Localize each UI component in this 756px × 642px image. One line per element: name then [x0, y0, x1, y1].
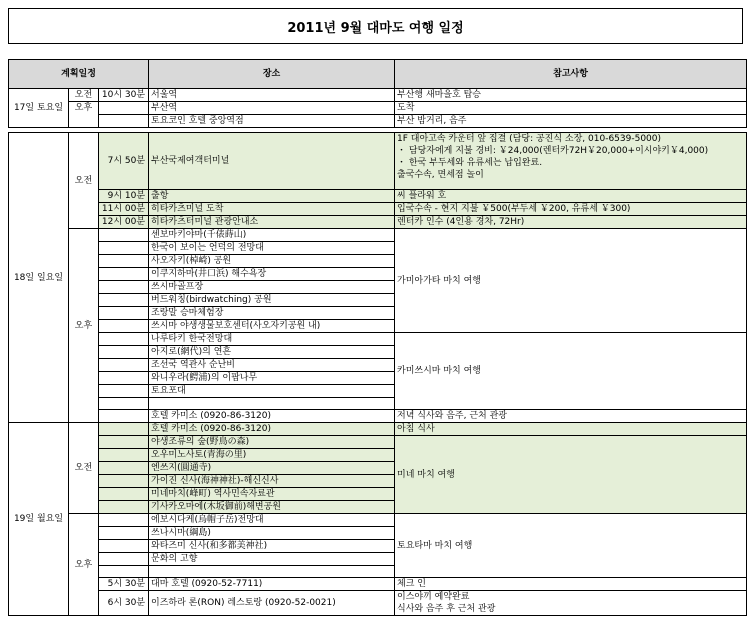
half-day-label: 오전	[69, 423, 99, 514]
place-cell: 야생조류의 숲(野鳥の森)	[149, 436, 395, 449]
place-cell: 호텔 카미소 (0920-86-3120)	[149, 423, 395, 436]
table-row	[9, 410, 747, 423]
note-line: ・ 한국 부두세와 유류세는 납입완료.	[397, 158, 543, 168]
place-cell: 히타카츠미널 도착	[149, 203, 395, 216]
time-cell: 9시 10분	[99, 190, 149, 203]
table-row	[9, 436, 747, 449]
table-row	[9, 578, 747, 591]
note-cell: 입국수속 - 현지 지불 ￥500(부두세 ￥200, 유류세 ￥300)	[395, 203, 747, 216]
place-cell: 가이진 신사(海神神社)-해신신사	[149, 475, 395, 488]
place-cell	[149, 398, 395, 410]
header-plan: 계획일정	[9, 60, 149, 89]
time-cell: 5시 30분	[99, 578, 149, 591]
place-cell: 쓰시마 야생생물보호센터(사오자키공원 내)	[149, 320, 395, 333]
note-cell: 카미쓰시마 마치 여행	[395, 333, 747, 410]
time-cell: 12시 00분	[99, 216, 149, 229]
day-label: 17일 토요일	[9, 89, 69, 128]
time-cell: 11시 00분	[99, 203, 149, 216]
table-row	[9, 423, 747, 436]
table-header	[9, 60, 747, 89]
time-cell: 10시 30분	[99, 89, 149, 102]
half-day-label: 오전	[69, 133, 99, 229]
note-cell: 저녁 식사와 음주, 근처 관광	[395, 410, 747, 423]
table-row	[9, 115, 747, 128]
place-cell: 부산국제여객터미널	[149, 133, 395, 190]
place-cell: 토요코인 호텔 중앙역점	[149, 115, 395, 128]
table-row	[9, 514, 747, 527]
itinerary-table	[8, 59, 747, 616]
time-cell: 6시 30분	[99, 591, 149, 616]
time-cell	[99, 410, 149, 423]
place-cell: 와타즈미 신사(和多都美神社)	[149, 540, 395, 553]
place-cell: 이쿠지하마(井口浜) 해수욕장	[149, 268, 395, 281]
place-cell: 쓰시마골프장	[149, 281, 395, 294]
place-cell: 히타카츠터미널 관광안내소	[149, 216, 395, 229]
table-row	[9, 190, 747, 203]
half-day-label: 오후	[69, 514, 99, 616]
day-label: 19일 월요일	[9, 423, 69, 616]
note-cell: 렌터카 인수 (4인용 경차, 72Hr)	[395, 216, 747, 229]
place-cell: 에보시다케(烏帽子岳)전망대	[149, 514, 395, 527]
note-cell: 가미아가타 마치 여행	[395, 229, 747, 333]
table-row	[9, 203, 747, 216]
header-place: 장소	[149, 60, 395, 89]
note-line: ・ 담당자에게 지불 경비: ￥24,000(렌터카72H￥20,000+이시야키￥4,000)	[397, 146, 709, 156]
place-cell: 문화의 고향	[149, 553, 395, 566]
place-cell: 부산역	[149, 102, 395, 115]
place-cell: 아지로(網代)의 연흔	[149, 346, 395, 359]
place-cell: 출항	[149, 190, 395, 203]
place-cell: 나루타키 한국전망대	[149, 333, 395, 346]
half-day-label: 오후	[69, 229, 99, 423]
table-row	[9, 216, 747, 229]
place-cell: 버드워칭(birdwatching) 공원	[149, 294, 395, 307]
note-line: 1F 대아고속 카운터 앞 집결 (담당: 공진식 소장, 010-6539-5000)	[397, 134, 662, 144]
time-cell	[99, 115, 149, 128]
note-line: 출국수속, 면세점 놀이	[397, 170, 484, 180]
note-cell: 토요타마 마치 여행	[395, 514, 747, 578]
table-row	[9, 102, 747, 115]
place-cell: 엔쓰지(圓通寺)	[149, 462, 395, 475]
place-cell: 오우미노사토(青海の里)	[149, 449, 395, 462]
note-cell: 도착	[395, 102, 747, 115]
table-row	[9, 133, 747, 190]
note-cell: 체크 인	[395, 578, 747, 591]
place-cell: 대마 호텔 (0920-52-7711)	[149, 578, 395, 591]
place-cell: 와니우라(鰐浦)의 이팝나무	[149, 372, 395, 385]
place-cell: 한국이 보이는 언덕의 전망대	[149, 242, 395, 255]
note-cell: 미네 마치 여행	[395, 436, 747, 514]
note-cell: 부산 밤거리, 음주	[395, 115, 747, 128]
note-cell: 부산행 새마을호 탑승	[395, 89, 747, 102]
place-cell: 센보마키야마(千俵蒔山)	[149, 229, 395, 242]
day-label: 18일 일요일	[9, 133, 69, 423]
header-note: 참고사항	[395, 60, 747, 89]
note-cell: 씨 플라워 호	[395, 190, 747, 203]
note-cell	[395, 591, 747, 616]
place-cell: 미네마치(峰町) 역사민속자료관	[149, 488, 395, 501]
note-cell	[395, 133, 747, 190]
note-cell: 아침 식사	[395, 423, 747, 436]
time-cell	[99, 102, 149, 115]
place-cell: 조랑말 승마체험장	[149, 307, 395, 320]
place-cell: 사오자키(棹崎) 공원	[149, 255, 395, 268]
table-row	[9, 89, 747, 102]
time-cell: 7시 50분	[99, 133, 149, 190]
place-cell: 조선국 역관사 순난비	[149, 359, 395, 372]
table-row	[9, 591, 747, 616]
place-cell: 쓰나시마(綱島)	[149, 527, 395, 540]
note-line: 식사와 음주 후 근처 관광	[397, 604, 496, 614]
table-row	[9, 333, 747, 346]
half-day-label: 오전	[69, 89, 99, 102]
half-day-label: 오후	[69, 102, 99, 128]
place-cell: 기사카오마에(木坂御前)해변공원	[149, 501, 395, 514]
note-line: 이스야끼 예약완료	[397, 592, 470, 602]
place-cell: 토요포대	[149, 385, 395, 398]
place-cell: 호텔 카미소 (0920-86-3120)	[149, 410, 395, 423]
page-title: 2011년 9월 대마도 여행 일정	[8, 8, 743, 44]
table-row	[9, 229, 747, 242]
place-cell: 서울역	[149, 89, 395, 102]
place-cell: 이즈하라 론(RON) 레스토랑 (0920-52-0021)	[149, 591, 395, 616]
